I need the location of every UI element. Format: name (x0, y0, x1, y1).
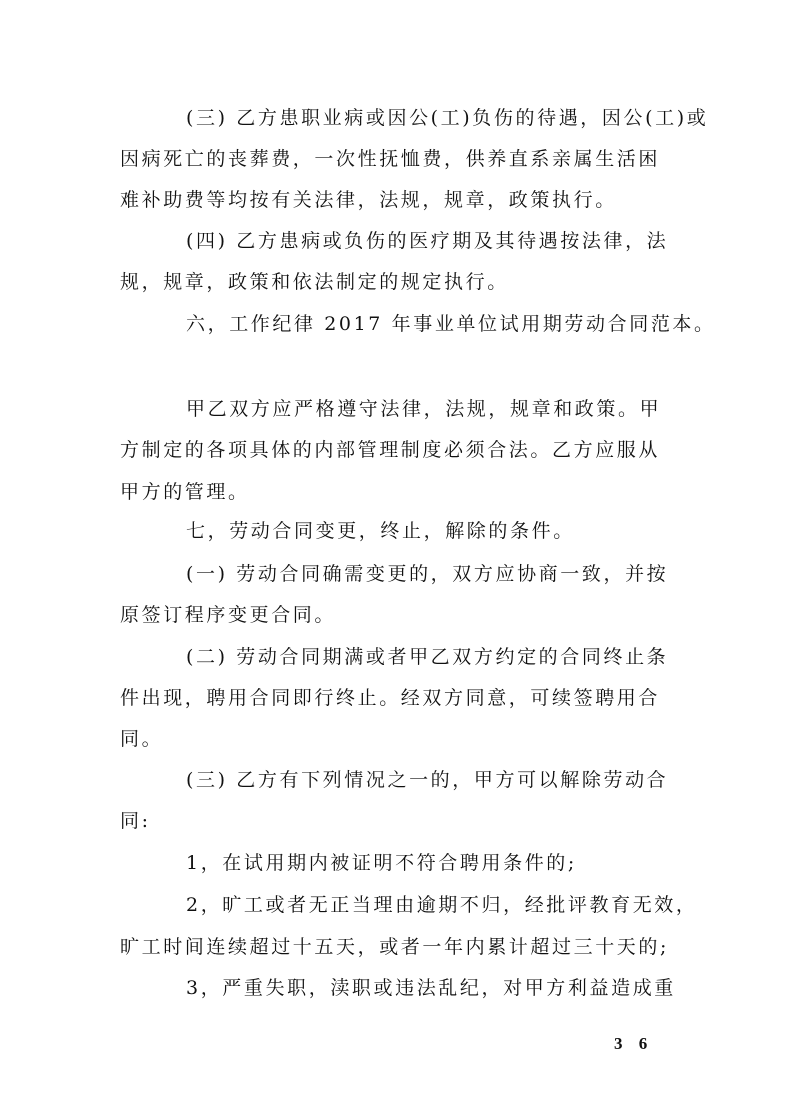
paragraph-line: 同。 (120, 728, 164, 750)
list-item: 2，旷工或者无正当理由逾期不归，经批评教育无效， (186, 894, 698, 916)
section-heading: 六，工作纪律 2017 年事业单位试用期劳动合同范本。 (186, 313, 716, 335)
paragraph-line: (一) 劳动合同确需变更的，双方应协商一致，并按 (186, 563, 669, 585)
paragraph-line: 因病死亡的丧葬费，一次性抚恤费，供养直系亲属生活困 (120, 148, 661, 170)
list-item: 3，严重失职，渎职或违法乱纪，对甲方利益造成重 (186, 977, 676, 999)
paragraph-line: 旷工时间连续超过十五天，或者一年内累计超过三十天的; (120, 936, 670, 958)
list-item: 1，在试用期内被证明不符合聘用条件的; (186, 852, 577, 874)
section-heading: 七，劳动合同变更，终止，解除的条件。 (186, 520, 575, 542)
paragraph-line: (二) 劳动合同期满或者甲乙双方约定的合同终止条 (186, 646, 669, 668)
page-number: 3 6 (614, 1034, 654, 1053)
paragraph-line: 甲方的管理。 (120, 481, 250, 503)
paragraph-line: (三) 乙方有下列情况之一的，甲方可以解除劳动合 (186, 769, 669, 791)
paragraph-line: 甲乙双方应严格遵守法律，法规，规章和政策。甲 (186, 398, 662, 420)
paragraph-line: 原签订程序变更合同。 (120, 604, 337, 626)
paragraph-line: 件出现，聘用合同即行终止。经双方同意，可续签聘用合 (120, 687, 661, 709)
paragraph-line: 方制定的各项具体的内部管理制度必须合法。乙方应服从 (120, 439, 661, 461)
paragraph-line: 同: (120, 810, 151, 832)
paragraph-line: 难补助费等均按有关法律，法规，规章，政策执行。 (120, 189, 617, 211)
paragraph-line: 规，规章，政策和依法制定的规定执行。 (120, 271, 509, 293)
paragraph-line: (三) 乙方患职业病或因公(工)负伤的待遇，因公(工)或 (186, 107, 709, 129)
paragraph-line: (四) 乙方患病或负伤的医疗期及其待遇按法律，法 (186, 230, 669, 252)
